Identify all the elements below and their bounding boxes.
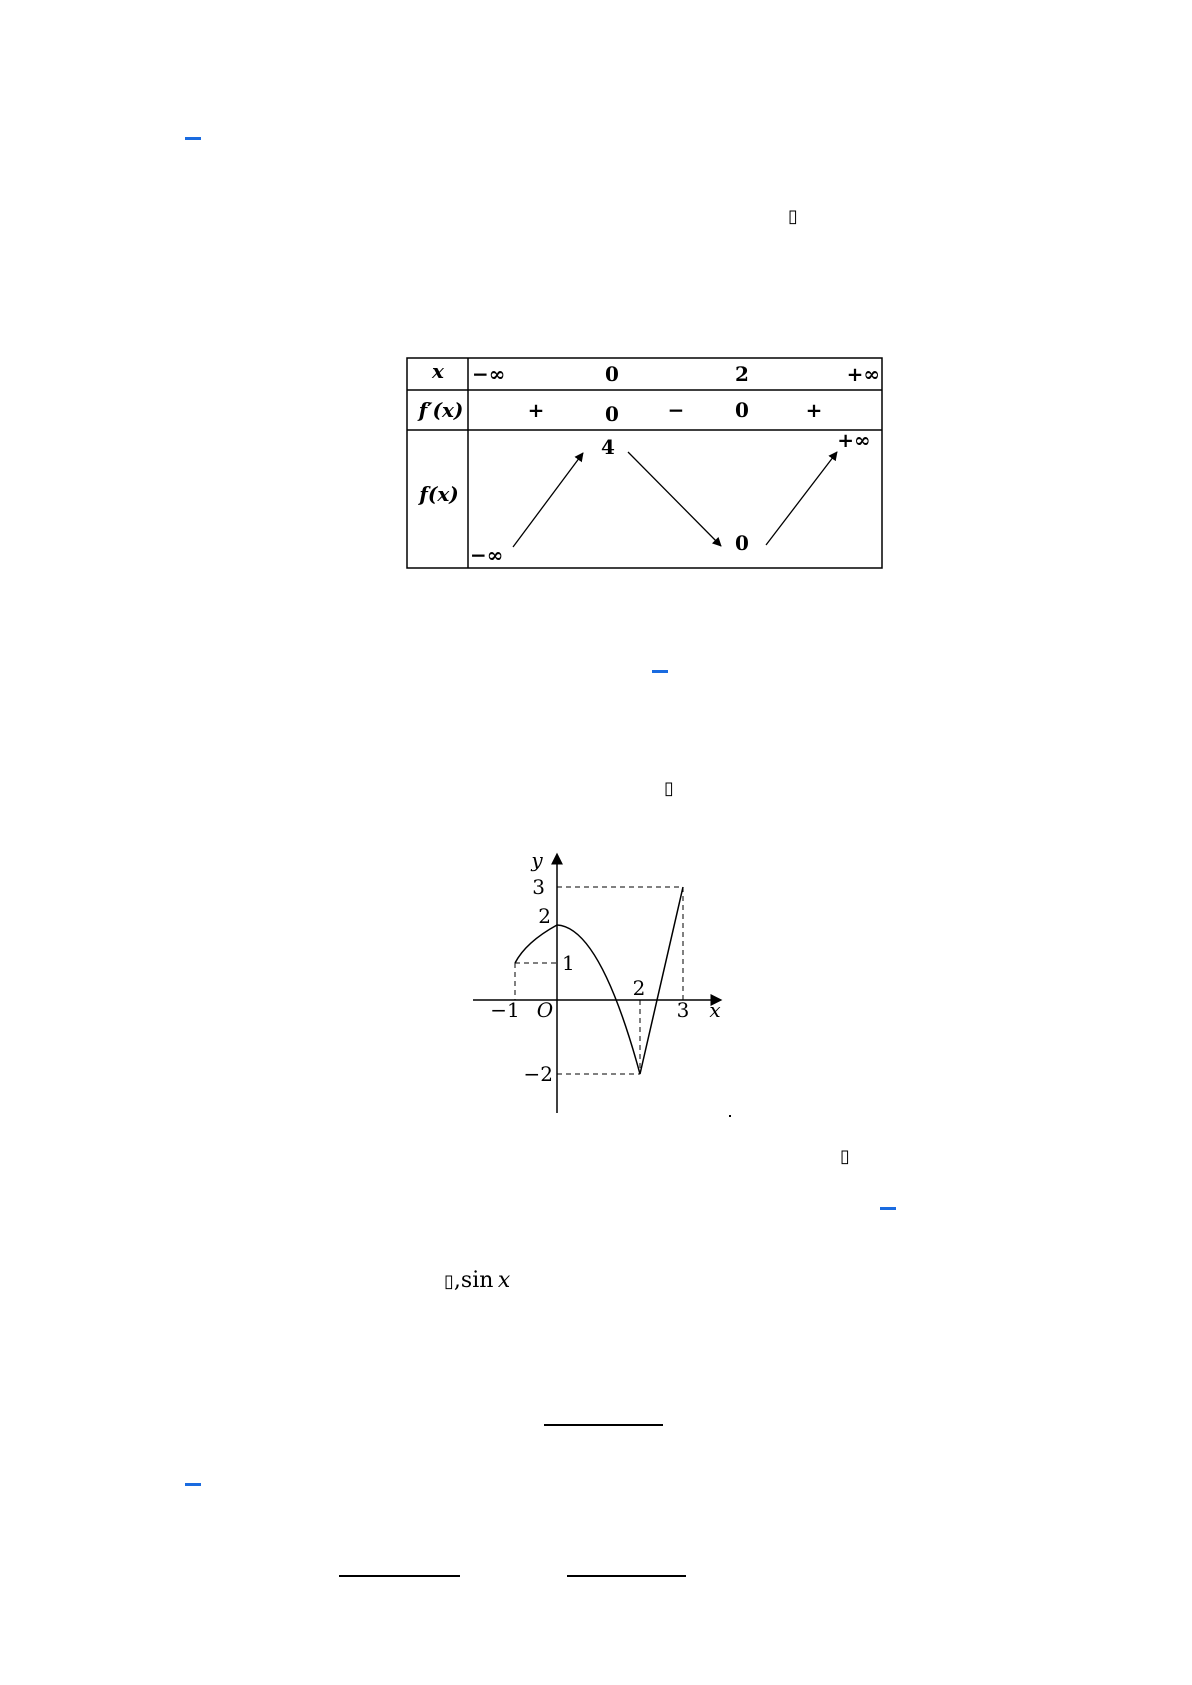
- blue-dash-4: [185, 1483, 201, 1486]
- tick-x-3: 3: [676, 998, 690, 1022]
- arrow-increasing-1: [513, 453, 583, 547]
- f-val-neg-inf: −∞: [470, 543, 504, 567]
- x-val-2: 2: [735, 362, 749, 386]
- blue-dash-1: [185, 137, 201, 140]
- blue-dash-3: [880, 1207, 896, 1210]
- variation-table: [406, 357, 883, 569]
- answer-blank-2: [339, 1575, 460, 1577]
- fprime-zero-2: 0: [735, 398, 749, 422]
- missing-glyph-4: ▯: [444, 1271, 454, 1292]
- tick-y-2: 2: [538, 904, 551, 928]
- x-val-neg-inf: −∞: [472, 362, 506, 386]
- missing-glyph-1: ▯: [788, 206, 798, 227]
- arrow-decreasing: [628, 452, 721, 546]
- missing-glyph-2: ▯: [664, 778, 674, 799]
- label-fprime: f′(x): [418, 398, 464, 422]
- comma: ,: [453, 1268, 461, 1293]
- axis-label-y: y: [531, 848, 543, 872]
- arrow-increasing-2: [766, 452, 837, 545]
- missing-glyph-3: ▯: [840, 1146, 850, 1167]
- label-f: f(x): [419, 482, 459, 506]
- origin-label: O: [536, 998, 554, 1022]
- sin-fn: sin: [460, 1268, 494, 1293]
- tick-x-2: 2: [632, 976, 646, 1000]
- x-val-pos-inf: +∞: [846, 362, 880, 386]
- sin-var: x: [497, 1268, 511, 1293]
- fprime-zero-1: 0: [605, 402, 619, 426]
- sign-plus-2: +: [805, 398, 823, 422]
- blue-dash-2: [652, 670, 668, 673]
- sign-minus: −: [667, 398, 685, 422]
- function-graph: [465, 845, 740, 1120]
- sin-expression: [444, 1268, 510, 1293]
- axis-label-x: x: [709, 998, 721, 1022]
- tick-y-1: 1: [562, 951, 575, 975]
- tick-x-neg1: −1: [490, 998, 520, 1022]
- stray-dot: [729, 1115, 731, 1117]
- tick-y-3: 3: [532, 875, 545, 899]
- sign-plus-1: +: [527, 398, 545, 422]
- f-val-max: 4: [601, 435, 615, 459]
- label-x: x: [432, 359, 444, 383]
- answer-blank-1: [544, 1424, 663, 1426]
- x-val-0: 0: [605, 362, 619, 386]
- f-val-pos-inf: +∞: [837, 428, 871, 452]
- tick-y-neg2: −2: [523, 1062, 553, 1086]
- f-val-min: 0: [735, 531, 749, 555]
- answer-blank-3: [567, 1575, 686, 1577]
